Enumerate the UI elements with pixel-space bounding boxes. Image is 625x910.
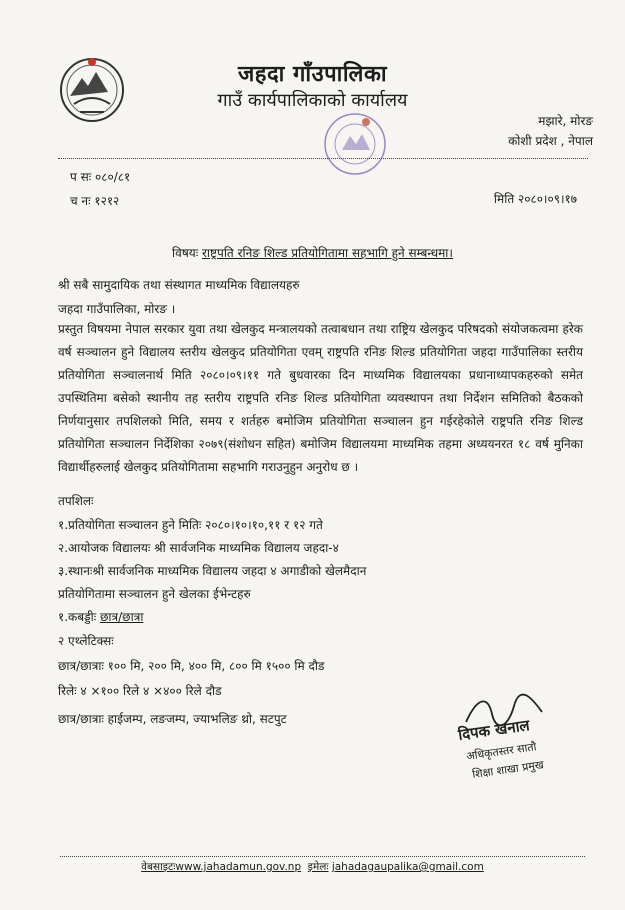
event-athletics: २ एथ्लेटिक्सः bbox=[58, 634, 114, 648]
website-link[interactable]: www.jahadamun.gov.np bbox=[175, 861, 302, 873]
letter-number: प सः ०८०/८१ bbox=[70, 170, 131, 184]
detail-date: १.प्रतियोगिता सञ्चालन हुने मितिः २०८०।१०।१०,११ र १२ गते bbox=[58, 518, 323, 532]
dispatch-number: च नः १२१२ bbox=[70, 194, 120, 208]
footer-divider bbox=[60, 856, 585, 857]
office-subtitle: गाउँ कार्यपालिकाको कार्यालय bbox=[217, 90, 408, 111]
signatory-name: दिपक खनाल bbox=[457, 716, 531, 744]
events-heading: प्रतियोगितामा सञ्चालन हुने खेलका ईभेन्टहरु bbox=[58, 587, 251, 601]
subject-line bbox=[0, 244, 625, 261]
email-label: इमेलः bbox=[307, 861, 329, 873]
detail-venue: ३.स्थानःश्री सार्वजनिक माध्यमिक विद्यालय जहदा ४ अगाडीको खेलमैदान bbox=[58, 564, 367, 578]
website-label: वेबसाइटः bbox=[141, 861, 176, 873]
address-line-1: मझारे, मोरङ bbox=[538, 114, 593, 128]
detail-host-school: २.आयोजक विद्यालयः श्री सार्वजनिक माध्यमिक विद्यालय जहदा-४ bbox=[58, 541, 339, 555]
details-heading: तपशिलः bbox=[58, 494, 94, 508]
subject-text: राष्ट्रपति रनिङ शिल्ड प्रतियोगितामा सहभागि हुने सम्बन्धमा। bbox=[201, 246, 453, 260]
recipient-line-2: जहदा गाउँपालिका, मोरङ । bbox=[58, 302, 176, 316]
event-field: छात्र/छात्राः हाईजम्प, लङजम्प, ज्याभलिङ थ्रो, सटपुट bbox=[58, 712, 287, 726]
event-kabaddi-label: १.कबड्डीः bbox=[58, 610, 100, 624]
recipient-line-1: श्री सबै सामुदायिक तथा संस्थागत माध्यमिक विद्यालयहरु bbox=[58, 278, 300, 292]
event-running: छात्र/छात्राः १०० मि, २०० मि, ४०० मि, ८०० मि १५०० मि दौड bbox=[58, 659, 325, 673]
footer bbox=[0, 860, 625, 874]
letter-date: मिति २०८०।०९।१७ bbox=[493, 192, 577, 206]
header-divider bbox=[58, 158, 588, 159]
email-link[interactable]: jahadagaupalika@gmail.com bbox=[331, 861, 484, 873]
event-relay: रिलेः ४ ×१०० रिले ४ ×४०० रिले दौड bbox=[58, 684, 222, 698]
office-stamp-icon bbox=[300, 110, 410, 182]
address-line-2: कोशी प्रदेश , नेपाल bbox=[508, 134, 593, 148]
signatory-title-1: अधिकृतस्तर सातौ bbox=[465, 740, 538, 763]
office-title: जहदा गाँउपालिका bbox=[237, 62, 388, 87]
event-kabaddi bbox=[58, 606, 583, 629]
event-kabaddi-value: छात्र/छात्रा bbox=[99, 610, 144, 624]
subject-prefix: विषयः bbox=[172, 246, 199, 260]
body-paragraph: प्रस्तुत विषयमा नेपाल सरकार युवा तथा खेलकुद मन्त्रालयको तत्वाबधान तथा राष्ट्रिय खेलकुद परिषदको संयोजकत्वमा हरेक वर्ष सञ्चालन हुने विद्यालय स्तरीय खेलकुद प्रतियोगिता एवम् राष्ट्रपति रनिङ शिल्ड प्रतियोगिता जहदा गाउँपालिका स्तरीय प्रतियोगिता सञ्चालनार्थ मिति २०८०।०९।११ गते बुधवारका दिन माध्यमिक विद्यालयका प्रधानाध्यापकहरुको समेत उपस्थितिमा बसेको स्थानीय तह स्तरीय राष्ट्रपति रनिङ शिल्ड प्रतियोगिता व्यवस्थापन तथा निर्देशन समितिको बैठकको निर्णयानुसार तपशिलको मिति, समय र शर्तहरु बमोजिम प्रतियोगिता सञ्चालन हुन गईरहेकोले राष्ट्रपति रनिङ शिल्ड प्रतियोगिता सञ्चालन निर्देशिका २०७९(संशोधन सहित) बमोजिम विद्यालयमा माध्यमिक तहमा अध्ययनरत १८ वर्ष मुनिका विद्यार्थीहरुलाई खेलकुद प्रतियोगितामा सहभागि गराउनुहुन अनुरोध छ । bbox=[58, 322, 583, 474]
signatory-title-2: शिक्षा शाखा प्रमुख bbox=[471, 758, 545, 781]
